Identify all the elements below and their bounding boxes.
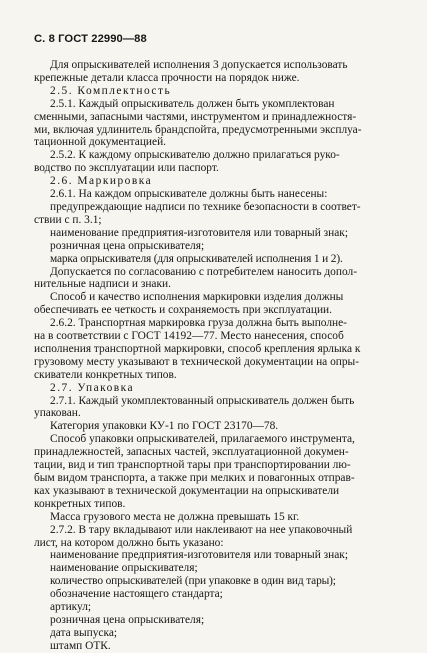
text-line: конкретных типов. [34,497,126,510]
text-line: водство по эксплуатации или паспорт. [34,162,219,175]
text-line: штамп ОТК. [50,639,111,652]
text-line: 2.7.1. Каждый укомплектованный опрыскиватель должен быть [50,394,355,407]
text-line: нительные надписи и знаки. [34,278,171,291]
text-line: 2.6.2. Транспортная маркировка груза должна быть выполне- [50,317,347,330]
text-line: наименование опрыскивателя; [50,562,198,575]
text-line: принадлежностей, запасных частей, эксплуатационной докумен- [34,446,349,459]
text-line: розничная цена опрыскивателя; [50,613,205,626]
text-line: лист, на котором должно быть указано: [34,536,224,549]
text-line: Способ упаковки опрыскивателей, прилагаемого инструмента, [50,433,355,446]
text-line: на в соответствии с ГОСТ 14192—77. Место нанесения, способ [34,330,344,343]
text-line: ми, включая удлинитель брандспойта, предусмотренными эксплуа- [34,123,362,136]
text-line: Масса грузового места не должна превышать 15 кг. [50,510,300,523]
text-line: тации, вид и тип транспортной тары при транспортировании лю- [34,459,351,472]
text-line: обеспечивать ее четкость и сохраняемость при эксплуатации. [34,304,333,317]
text-line: тационной документацией. [34,136,167,149]
text-line: ствии с п. 3.1; [34,213,102,226]
text-line: скиватели конкретных типов. [34,368,177,381]
page-header: С. 8 ГОСТ 22990—88 [34,33,147,45]
text-line: наименование предприятия-изготовителя или товарный знак; [50,226,349,239]
text-line: артикул; [50,601,92,614]
text-line: Для опрыскивателей исполнения 3 допускается использовать [50,59,348,71]
text-line: исполнения транспортной маркировки, способ крепления ярлыка к [34,342,361,355]
text-line: бым видом транспорта, а также при мелких и повагонных отправ- [34,472,355,484]
text-line: ках указывают в технической документации на опрыскиватели [34,484,340,497]
text-line: Допускается по согласованию с потребителем наносить допол- [50,265,357,278]
text-line: Категория упаковки КУ-1 по ГОСТ 23170—78. [50,420,279,433]
document-body [34,59,410,653]
text-line: грузовому месту указывают в технической документации на опры- [34,355,359,368]
text-line: 2.6.1. На каждом опрыскивателе должны быть нанесены: [50,188,328,201]
section-heading: 2.5. Комплектность [50,84,172,97]
text-line: сменными, запасными частями, инструментом и принадлежностя- [34,110,357,123]
text-line: наименование предприятия-изготовителя или товарный знак; [50,549,349,562]
text-line: количество опрыскивателей (при упаковке в один вид тары); [50,575,336,588]
text-line: обозначение настоящего стандарта; [50,588,223,601]
text-line: 2.5.1. Каждый опрыскиватель должен быть укомплектован [50,97,335,110]
text-line: розничная цена опрыскивателя; [50,239,205,252]
section-heading: 2.6. Маркировка [50,175,153,188]
text-line: упакован. [34,407,81,420]
section-heading: 2.7. Упаковка [50,381,135,394]
text-line: 2.7.2. В тару вкладывают или наклеивают на нее упаковочный [50,523,353,536]
text-line: крепежные детали класса прочности на порядок ниже. [34,71,300,84]
text-line: марка опрыскивателя (для опрыскивателей исполнения 1 и 2). [50,252,343,265]
text-line: дата выпуска; [50,626,118,639]
text-line: Способ и качество исполнения маркировки изделия должны [50,291,344,304]
text-line: предупреждающие надписи по технике безопасности в соответ- [50,200,361,213]
text-line: 2.5.2. К каждому опрыскивателю должно прилагаться руко- [50,149,340,162]
